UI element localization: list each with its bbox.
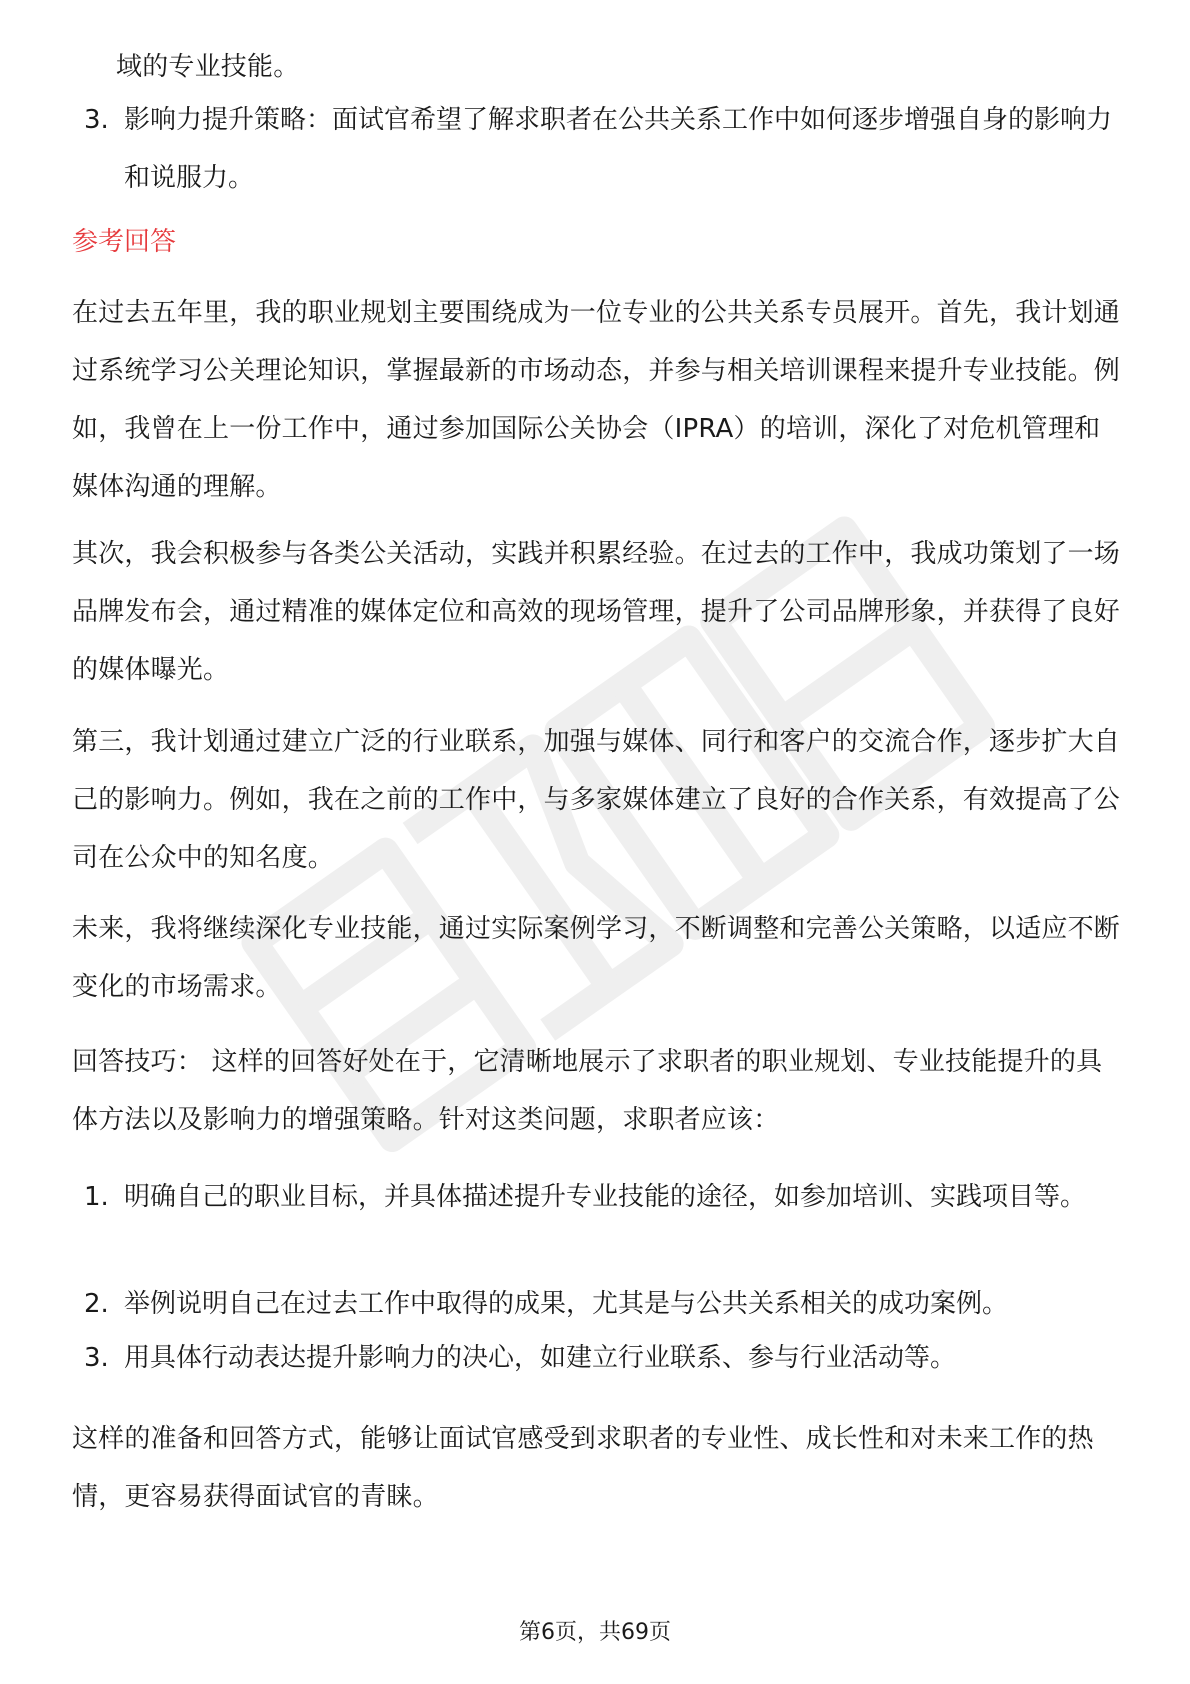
page-number-footer: 第6页，共69页 [519, 1620, 671, 1645]
list-item-number: 3. [84, 1343, 109, 1373]
list-item-text: 用具体行动表达提升影响力的决心，如建立行业联系、参与行业活动等。 [124, 1343, 957, 1373]
list-item-number: 1. [84, 1182, 109, 1212]
tips-paragraph: 回答技巧： 这样的回答好处在于，它清晰地展示了求职者的职业规划、专业技能提升的具体方法以及影响力的增强策略。针对这类问题，求职者应该： [72, 1047, 1103, 1135]
watermark-text: 职级新闻 [590, 842, 630, 853]
reference-answer-heading: 参考回答 [72, 227, 177, 257]
paragraph: 未来，我将继续深化专业技能，通过实际案例学习，不断调整和完善公关策略，以适应不断变化的市场需求。 [72, 914, 1121, 1002]
paragraph: 在过去五年里，我的职业规划主要围绕成为一位专业的公共关系专员展开。首先，我计划通过系统学习公关理论知识，掌握最新的市场动态，并参与相关培训课程来提升专业技能。例如，我曾在上一份工作中，通过参加国际公关协会（IPRA）的培训，深化了对危机管理和媒体沟通的理解。 [72, 298, 1121, 502]
closing-paragraph: 这样的准备和回答方式，能够让面试官感受到求职者的专业性、成长性和对未来工作的热情，更容易获得面试官的青睐。 [72, 1424, 1094, 1512]
list-item-number: 3. [84, 105, 109, 135]
list-item-text: 举例说明自己在过去工作中取得的成果，尤其是与公共关系相关的成功案例。 [124, 1289, 1009, 1319]
list-item-number: 2. [84, 1289, 109, 1319]
list-item-continued [116, 38, 1116, 96]
list-item-text: 影响力提升策略：面试官希望了解求职者在公共关系工作中如何逐步增强自身的影响力和说服力。 [124, 105, 1113, 193]
paragraph: 第三，我计划通过建立广泛的行业联系，加强与媒体、同行和客户的交流合作，逐步扩大自己的影响力。例如，我在之前的工作中，与多家媒体建立了良好的合作关系，有效提高了公司在公众中的知名度。 [72, 727, 1121, 873]
paragraph: 其次，我会积极参与各类公关活动，实践并积累经验。在过去的工作中，我成功策划了一场品牌发布会，通过精准的媒体定位和高效的现场管理，提升了公司品牌形象，并获得了良好的媒体曝光。 [72, 539, 1121, 685]
list-item-text: 明确自己的职业目标，并具体描述提升专业技能的途径，如参加培训、实践项目等。 [124, 1182, 1087, 1212]
list-item-text: 域的专业技能。 [116, 52, 300, 82]
